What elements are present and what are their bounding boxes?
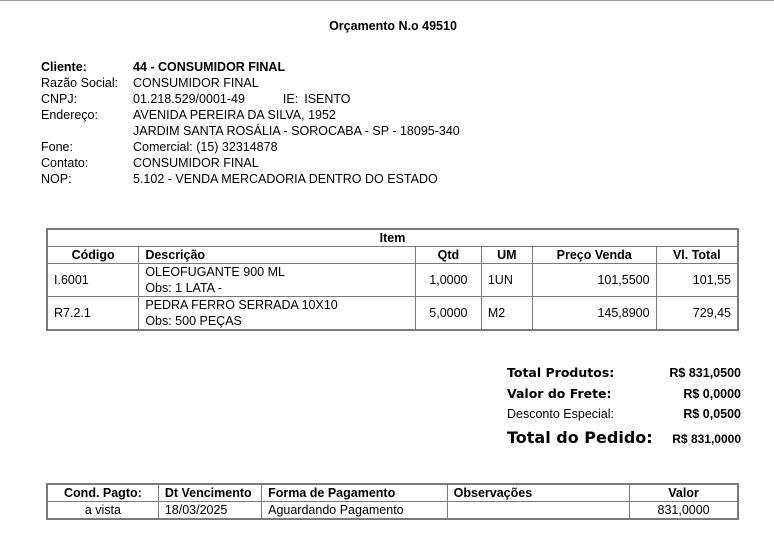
item-obs: Obs: 500 PEÇAS bbox=[145, 314, 242, 328]
contato-label: Contato: bbox=[41, 156, 89, 170]
razao-social-label: Razão Social: bbox=[41, 76, 119, 90]
items-caption: Item bbox=[47, 229, 738, 247]
total-produtos-label: Total Produtos: bbox=[507, 365, 615, 380]
totals-block bbox=[507, 362, 741, 451]
razao-social-value: CONSUMIDOR FINAL bbox=[133, 76, 259, 90]
item-descricao-cell bbox=[139, 264, 416, 297]
item-total: 729,45 bbox=[656, 297, 738, 331]
endereco-line2-label bbox=[41, 123, 133, 139]
desconto-value: R$ 0,0500 bbox=[683, 407, 741, 421]
valor-frete-label: Valor do Frete: bbox=[507, 386, 612, 401]
pay-obs bbox=[447, 502, 630, 520]
desconto-row bbox=[507, 404, 741, 425]
header-codigo: Código bbox=[47, 247, 139, 264]
fone-value: Comercial: (15) 32314878 bbox=[133, 140, 278, 154]
valor-frete-row bbox=[507, 383, 741, 404]
header-qtd: Qtd bbox=[415, 247, 481, 264]
item-obs: Obs: 1 LATA - bbox=[145, 281, 222, 295]
total-pedido-label: Total do Pedido: bbox=[507, 428, 653, 447]
header-preco-venda: Preço Venda bbox=[532, 247, 656, 264]
contato-row bbox=[41, 155, 460, 171]
ie-value: ISENTO bbox=[304, 92, 351, 106]
cnpj-value: 01.218.529/0001-49 bbox=[133, 92, 245, 106]
client-info bbox=[41, 59, 460, 187]
total-produtos-row bbox=[507, 362, 741, 383]
item-descricao: OLEOFUGANTE 900 ML bbox=[145, 265, 285, 279]
fone-row bbox=[41, 139, 460, 155]
item-qtd: 1,0000 bbox=[415, 264, 481, 297]
item-descricao: PEDRA FERRO SERRADA 10X10 bbox=[145, 298, 338, 312]
items-header-row bbox=[47, 247, 738, 264]
razao-social-row bbox=[41, 75, 460, 91]
table-row bbox=[47, 297, 738, 331]
total-pedido-row bbox=[507, 425, 741, 451]
pay-forma: Aguardando Pagamento bbox=[262, 502, 448, 520]
items-table bbox=[46, 228, 739, 331]
endereco-line2-row bbox=[41, 123, 460, 139]
endereco-label: Endereço: bbox=[41, 108, 98, 122]
item-um: 1UN bbox=[481, 264, 532, 297]
total-produtos-value: R$ 831,0500 bbox=[669, 366, 741, 380]
table-row bbox=[47, 264, 738, 297]
header-um: UM bbox=[481, 247, 532, 264]
item-codigo: I.6001 bbox=[47, 264, 139, 297]
ie-label: IE: bbox=[282, 92, 299, 106]
header-cond-pagto: Cond. Pagto: bbox=[47, 484, 158, 502]
pay-vencimento: 18/03/2025 bbox=[158, 502, 261, 520]
payment-table bbox=[46, 483, 739, 520]
pay-cond: a vista bbox=[47, 502, 158, 520]
header-forma-pagamento: Forma de Pagamento bbox=[262, 484, 448, 502]
item-total: 101,55 bbox=[656, 264, 738, 297]
endereco-row bbox=[41, 107, 460, 123]
nop-row bbox=[41, 171, 460, 187]
desconto-label: Desconto Especial: bbox=[507, 407, 615, 421]
endereco-line2-value: JARDIM SANTA ROSÁLIA - SOROCABA - SP - 18095-340 bbox=[133, 124, 460, 138]
header-vl-total: Vl. Total bbox=[656, 247, 738, 264]
header-observacoes: Observações bbox=[447, 484, 630, 502]
client-label: Cliente: bbox=[41, 60, 87, 74]
nop-value: 5.102 - VENDA MERCADORIA DENTRO DO ESTADO bbox=[133, 172, 438, 186]
document-title: Orçamento N.o 49510 bbox=[329, 19, 457, 33]
item-preco: 101,5500 bbox=[532, 264, 656, 297]
nop-label: NOP: bbox=[41, 172, 72, 186]
endereco-value: AVENIDA PEREIRA DA SILVA, 1952 bbox=[133, 108, 336, 122]
item-descricao-cell bbox=[139, 297, 416, 331]
client-value: 44 - CONSUMIDOR FINAL bbox=[133, 60, 286, 74]
header-descricao: Descrição bbox=[139, 247, 416, 264]
header-dt-vencimento: Dt Vencimento bbox=[158, 484, 261, 502]
item-codigo: R7.2.1 bbox=[47, 297, 139, 331]
top-border-line bbox=[0, 0, 774, 1]
contato-value: CONSUMIDOR FINAL bbox=[133, 156, 259, 170]
table-row bbox=[47, 502, 738, 520]
pay-valor: 831,0000 bbox=[630, 502, 738, 520]
client-row bbox=[41, 59, 460, 75]
cnpj-row bbox=[41, 91, 460, 107]
payment-header-row bbox=[47, 484, 738, 502]
cnpj-label: CNPJ: bbox=[41, 92, 78, 106]
item-qtd: 5,0000 bbox=[415, 297, 481, 331]
header-valor: Valor bbox=[630, 484, 738, 502]
fone-label: Fone: bbox=[41, 140, 73, 154]
items-caption-row bbox=[47, 229, 738, 247]
item-um: M2 bbox=[481, 297, 532, 331]
item-preco: 145,8900 bbox=[532, 297, 656, 331]
total-pedido-value: R$ 831,0000 bbox=[672, 432, 741, 446]
valor-frete-value: R$ 0,0000 bbox=[683, 387, 741, 401]
